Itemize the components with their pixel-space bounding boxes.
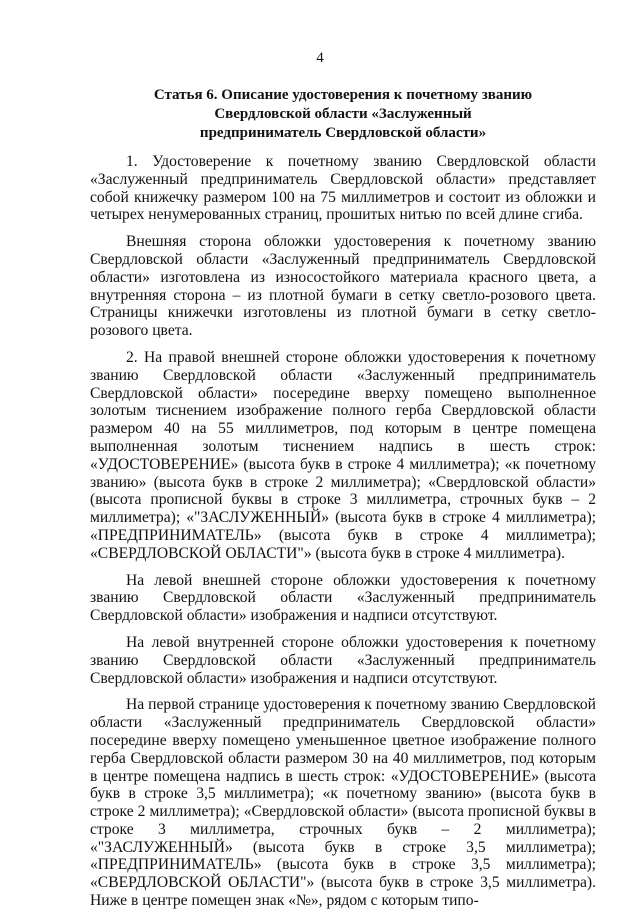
article-title-line: Свердловской области «Заслуженный bbox=[214, 106, 472, 122]
document-body bbox=[90, 86, 596, 919]
paragraph: На левой внешней стороне обложки удостоверения к почетному званию Свердловской области «Заслуженный предприниматель Свердловской области» изображения и надписи отсутствуют. bbox=[90, 571, 596, 625]
article-title bbox=[90, 86, 596, 143]
paragraph: 2. На правой внешней стороне обложки удостоверения к почетному званию Свердловской области «Заслуженный предприниматель Свердловской области» посередине вверху помещено выполненное золотым тиснением изображение полного герба Свердловской области размером 40 на 55 миллиметров, под которым в центре помещена выполненная золотым тиснением надпись в шесть строк: «УДОСТОВЕРЕНИЕ» (высота букв в строке 4 миллиметра); «к почетному званию» (высота букв в строке 2 миллиметра); «Свердловской области» (высота прописной буквы в строке 3 миллиметра, строчных букв – 2 миллиметра); «"ЗАСЛУЖЕННЫЙ» (высота букв в строке 4 миллиметра); «ПРЕДПРИНИМАТЕЛЬ» (высота букв в строке 4 миллиметра); «СВЕРДЛОВСКОЙ ОБЛАСТИ"» (высота букв в строке 4 миллиметра). bbox=[90, 348, 596, 562]
paragraph: На левой внутренней стороне обложки удостоверения к почетному званию Свердловской области «Заслуженный предприниматель Свердловской области» изображения и надписи отсутствуют. bbox=[90, 633, 596, 687]
paragraph: 1. Удостоверение к почетному званию Свердловской области «Заслуженный предприниматель Свердловской области» представляет собой книжечку размером 100 на 75 миллиметров и состоит из обложки и четырех ненумерованных страниц, прошитых нитью по всей длине сгиба. bbox=[90, 153, 596, 224]
article-title-line: предприниматель Свердловской области» bbox=[199, 125, 487, 141]
article-title-line: Статья 6. Описание удостоверения к почетному званию bbox=[153, 87, 533, 103]
page-number: 4 bbox=[316, 50, 324, 66]
paragraph: Внешняя сторона обложки удостоверения к почетному званию Свердловской области «Заслуженный предприниматель Свердловской области» изготовлена из износостойкого материала красного цвета, а внутренняя сторона – из плотной бумаги в сетку светло-розового цвета. Страницы книжечки изготовлены из плотной бумаги в сетку светло-розового цвета. bbox=[90, 233, 596, 340]
paragraph: На первой странице удостоверения к почетному званию Свердловской области «Заслуженный предприниматель Свердловской области» посередине вверху помещено уменьшенное цветное изображение полного герба Свердловской области размером 30 на 40 миллиметров, под которым в центре помещена надпись в шесть строк: «УДОСТОВЕРЕНИЕ» (высота букв в строке 3,5 миллиметра); «к почетному званию» (высота букв в строке 2 миллиметра); «Свердловской области» (высота прописной буквы в строке 3 миллиметра, строчных букв – 2 миллиметра); «"ЗАСЛУЖЕННЫЙ» (высота букв в строке 3,5 миллиметра); «ПРЕДПРИНИМАТЕЛЬ» (высота букв в строке 3,5 миллиметра); «СВЕРДЛОВСКОЙ ОБЛАСТИ"» (высота букв в строке 3,5 миллиметра). Ниже в центре помещен знак «№», рядом с которым типо- bbox=[90, 696, 596, 910]
